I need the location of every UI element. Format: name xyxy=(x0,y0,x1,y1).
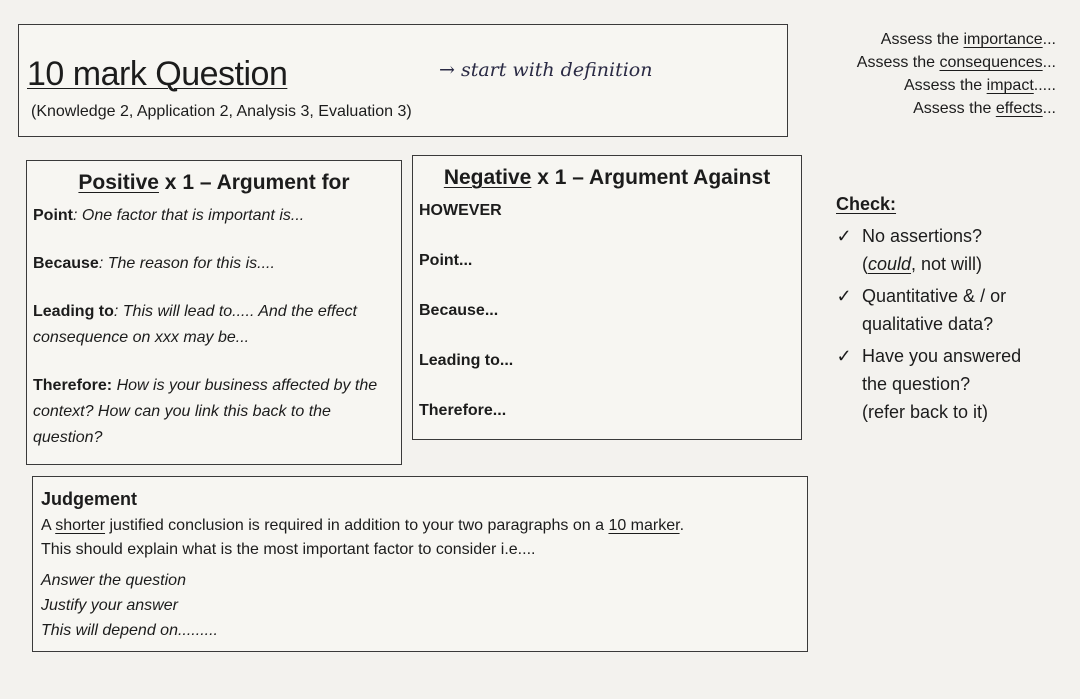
leading-text: : This will lead to..... And the effect consequence on xxx may be... xyxy=(33,303,357,346)
positive-therefore xyxy=(33,373,395,451)
check-item-assertions xyxy=(836,222,1021,278)
assess-suffix: ... xyxy=(1042,54,1056,71)
point-text: : One factor that is important is... xyxy=(73,207,305,224)
assess-keyword: effects xyxy=(995,100,1043,117)
positive-because xyxy=(33,251,395,277)
assess-prefix: Assess the xyxy=(903,77,987,94)
assess-item xyxy=(857,97,1056,120)
check-item-text: Have you answered xyxy=(862,346,1022,366)
check-mark-icon: ✓ xyxy=(836,226,852,246)
therefore-text: How is your business affected by the context? How can you link this back to the question? xyxy=(33,377,378,446)
check-item-rest: , not will) xyxy=(911,254,983,274)
judgement-step: This will depend on......... xyxy=(41,622,218,639)
judgement-heading: Judgement xyxy=(41,489,138,509)
assess-item xyxy=(857,28,1056,51)
judgement-text: justified conclusion is required in addition to your two paragraphs on a xyxy=(105,517,609,534)
positive-leading xyxy=(33,299,395,351)
therefore-label: Therefore: xyxy=(33,377,113,394)
judgement-text: . xyxy=(679,517,685,534)
check-item-text: Quantitative & / or xyxy=(862,286,1007,306)
negative-keyword: Negative xyxy=(443,166,532,189)
shorter-keyword: shorter xyxy=(55,517,106,534)
handwritten-note: → start with definition xyxy=(439,59,653,81)
because-label: Because xyxy=(33,255,99,272)
assess-keyword: importance xyxy=(963,31,1043,48)
assess-list xyxy=(857,28,1056,120)
judgement-step: Answer the question xyxy=(41,572,186,589)
assess-item xyxy=(857,74,1056,97)
negative-because: Because... xyxy=(419,302,499,319)
could-keyword: could xyxy=(868,254,912,274)
judgement-line-1 xyxy=(41,514,799,538)
because-text: : The reason for this is.... xyxy=(98,255,275,272)
positive-heading-rest: x 1 – Argument for xyxy=(158,171,350,194)
negative-leading: Leading to... xyxy=(419,352,514,369)
question-marks-breakdown: (Knowledge 2, Application 2, Analysis 3, Evaluation 3) xyxy=(31,103,412,120)
positive-keyword: Positive xyxy=(78,171,159,194)
assess-prefix: Assess the xyxy=(913,100,996,117)
check-item-text: (refer back to it) xyxy=(862,402,989,422)
assess-suffix: ..... xyxy=(1033,77,1056,94)
positive-heading xyxy=(33,171,395,195)
negative-therefore: Therefore... xyxy=(419,402,507,419)
check-item-text xyxy=(862,250,982,278)
check-heading: Check: xyxy=(836,194,897,214)
check-mark-icon: ✓ xyxy=(836,286,852,306)
check-item-paren: ( xyxy=(862,254,868,274)
ten-marker-keyword: 10 marker xyxy=(608,517,680,534)
judgement-step: Justify your answer xyxy=(41,597,178,614)
check-mark-icon: ✓ xyxy=(836,346,852,366)
negative-point: Point... xyxy=(419,252,473,269)
negative-heading-rest: x 1 – Argument Against xyxy=(531,166,771,189)
point-label: Point xyxy=(33,207,73,224)
assess-prefix: Assess the xyxy=(856,54,940,71)
check-item-text: No assertions? xyxy=(862,226,983,246)
positive-argument-box xyxy=(26,160,402,465)
leading-label: Leading to xyxy=(33,303,114,320)
negative-argument-box xyxy=(412,155,802,440)
assess-keyword: consequences xyxy=(939,54,1043,71)
assess-suffix: ... xyxy=(1042,31,1056,48)
judgement-line-2: This should explain what is the most important factor to consider i.e.... xyxy=(41,541,536,558)
question-title-box xyxy=(18,24,788,137)
assess-item xyxy=(857,51,1056,74)
negative-heading xyxy=(419,166,795,190)
check-item-data xyxy=(836,282,1021,338)
check-item-answered xyxy=(836,342,1021,426)
assess-suffix: ... xyxy=(1042,100,1056,117)
check-item-text: the question? xyxy=(862,374,971,394)
judgement-box xyxy=(32,476,808,652)
check-list xyxy=(836,190,1021,426)
positive-point xyxy=(33,203,395,229)
assess-keyword: impact xyxy=(986,77,1034,94)
assess-prefix: Assess the xyxy=(880,31,964,48)
check-item-text: qualitative data? xyxy=(862,314,994,334)
judgement-text: A xyxy=(41,517,56,534)
negative-however: HOWEVER xyxy=(419,202,502,219)
question-title: 10 mark Question xyxy=(27,55,288,93)
